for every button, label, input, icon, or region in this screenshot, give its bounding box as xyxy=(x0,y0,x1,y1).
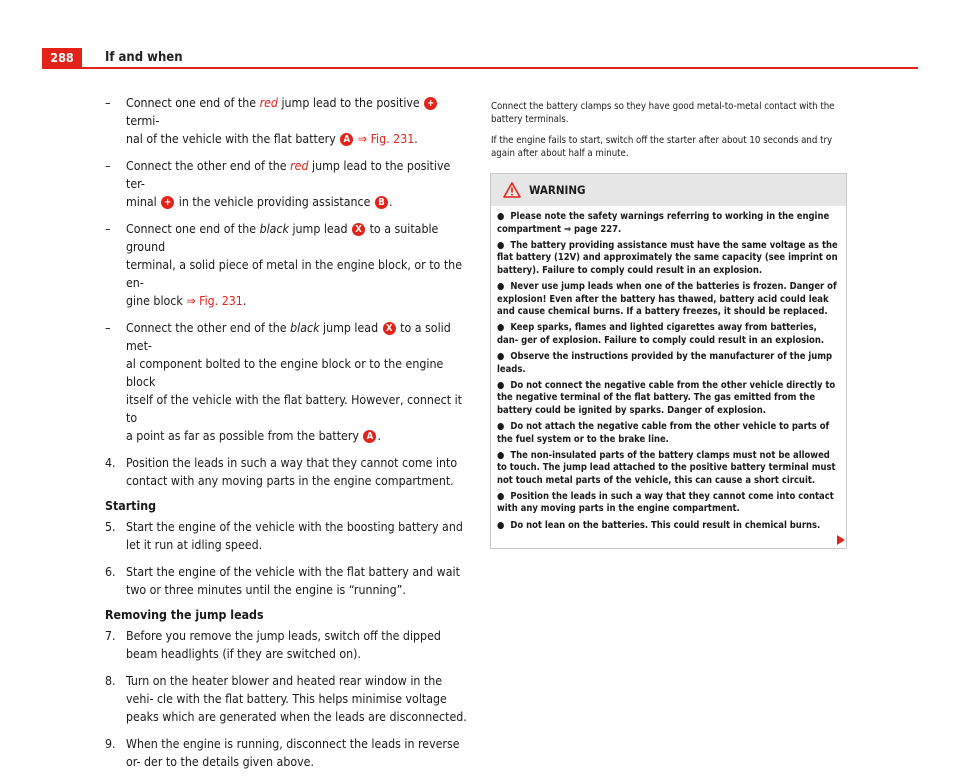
warning-item xyxy=(497,421,840,446)
warning-text: Do not connect the negative cable from the other vehicle directly to the negative terminal of the flat battery. The gas emitted from the battery could be ignited by sparks. Danger of explosion. xyxy=(497,379,836,416)
warning-list xyxy=(491,206,846,532)
warning-text: Keep sparks, flames and lighted cigarettes away from batteries, dan- ger of explosion. Failure to comply could result in an explosion. xyxy=(497,322,825,346)
warning-text: Never use jump leads when one of the batteries is frozen. Danger of explosion! Even after the battery has thawed, battery acid could leak and cause chemical burns. If a battery freezes, it should be replaced. xyxy=(497,280,837,318)
warning-text: The battery providing assistance must have the same voltage as the flat battery (12V) and approximately the same capacity (see imprint on battery). Failure to comply could result in an explosion. xyxy=(497,239,838,276)
list-item: – Connect one end of the black jump lead X to a suitable ground terminal, a solid piece of metal in the engine block, or to the en- gine block ⇒ Fig. 231. xyxy=(105,222,462,308)
list-item: 6. Start the engine of the vehicle with the flat battery and wait two or three minutes until the engine is “running”. xyxy=(105,565,460,597)
badge-x: X xyxy=(352,223,365,236)
list-item: 7. Before you remove the jump leads, switch off the dipped beam headlights (if they are switched on). xyxy=(105,629,441,661)
dash-marker: – xyxy=(105,222,111,236)
plus-terminal-badge: + xyxy=(424,97,437,110)
list-item: – Connect the other end of the red jump lead to the positive ter- minal + in the vehicle providing assistance B . xyxy=(105,159,451,209)
warning-item xyxy=(497,322,840,347)
plus-terminal-badge: + xyxy=(161,196,174,209)
left-column xyxy=(105,94,470,780)
bullet-icon: ● xyxy=(497,350,505,362)
bullet-icon: ● xyxy=(497,211,505,222)
warning-title: WARNING xyxy=(529,183,586,197)
warning-box xyxy=(490,173,847,549)
warning-text: The non-insulated parts of the battery clamps must not be allowed to touch. The jump lead attached to the positive battery terminal must not touch metal parts of the vehicle, this can cause a short circuit. xyxy=(497,449,836,486)
warning-item xyxy=(497,351,840,376)
warning-text: Observe the instructions provided by the manufacturer of the jump leads. xyxy=(497,350,833,375)
right-column xyxy=(491,100,847,168)
badge-x: X xyxy=(383,322,396,335)
dash-marker: – xyxy=(105,96,111,110)
subheading-removing: Removing the jump leads xyxy=(105,608,264,622)
warning-item xyxy=(497,211,840,236)
list-item: 8. Turn on the heater blower and heated rear window in the vehi- cle with the flat battery. This helps minimise voltage peaks which are generated when the leads are disconnected. xyxy=(105,674,467,724)
list-item: – Connect one end of the red jump lead to the positive + termi- nal of the vehicle with the flat battery A ⇒ Fig. 231. xyxy=(105,94,470,148)
badge-a: A xyxy=(363,430,376,443)
warning-text: Please note the safety warnings referring to working in the engine compartment ⇒ page 227. xyxy=(497,211,830,235)
bullet-icon: ● xyxy=(497,379,505,391)
bullet-icon: ● xyxy=(497,239,505,251)
list-item: 9. When the engine is running, disconnect the leads in reverse or- der to the details given above. xyxy=(105,737,460,769)
figure-reference-link[interactable]: ⇒ Fig. 231 xyxy=(186,294,243,308)
bullet-icon: ● xyxy=(497,490,505,502)
list-item: 5. Start the engine of the vehicle with the boosting battery and let it run at idling speed. xyxy=(105,520,463,552)
bullet-icon: ● xyxy=(497,322,505,334)
paragraph: Connect the battery clamps so they have good metal-to-metal contact with the battery terminals. xyxy=(491,101,835,125)
badge-a: A xyxy=(340,133,353,146)
badge-b: B xyxy=(375,196,388,209)
header-divider xyxy=(42,67,918,69)
warning-text: Position the leads in such a way that they cannot come into contact with any moving parts in the engine compartment. xyxy=(497,490,834,515)
page-number: 288 xyxy=(42,48,82,68)
bullet-icon: ● xyxy=(497,519,505,531)
section-title: If and when xyxy=(105,50,183,65)
bullet-icon: ● xyxy=(497,280,505,292)
dash-marker: – xyxy=(105,321,111,335)
warning-text: Do not lean on the batteries. This could result in chemical burns. xyxy=(510,519,821,531)
warning-triangle-icon xyxy=(503,182,521,198)
warning-text: Do not attach the negative cable from the other vehicle to parts of the fuel system or to the brake line. xyxy=(497,420,830,445)
warning-item xyxy=(497,380,840,418)
dash-marker: – xyxy=(105,159,111,173)
warning-header xyxy=(491,174,846,206)
bullet-icon: ● xyxy=(497,449,505,461)
bullet-icon: ● xyxy=(497,420,505,432)
warning-item xyxy=(497,281,840,319)
warning-item xyxy=(497,450,840,488)
paragraph: If the engine fails to start, switch off the starter after about 10 seconds and try again after about half a minute. xyxy=(491,135,833,159)
list-item: 4. Position the leads in such a way that they cannot come into contact with any moving parts in the engine compartment. xyxy=(105,456,458,488)
figure-reference-link[interactable]: ⇒ Fig. 231 xyxy=(357,132,415,146)
warning-item xyxy=(497,520,840,533)
warning-item xyxy=(497,491,840,516)
warning-item xyxy=(497,240,840,278)
subheading-starting: Starting xyxy=(105,499,157,513)
list-item: – Connect the other end of the black jump lead X to a solid met- al component bolted to the engine block or to the engine block itself of the vehicle with the flat battery. However, connect it to a point as far as possible from the battery A . xyxy=(105,321,463,443)
continue-arrow-icon xyxy=(836,534,846,546)
